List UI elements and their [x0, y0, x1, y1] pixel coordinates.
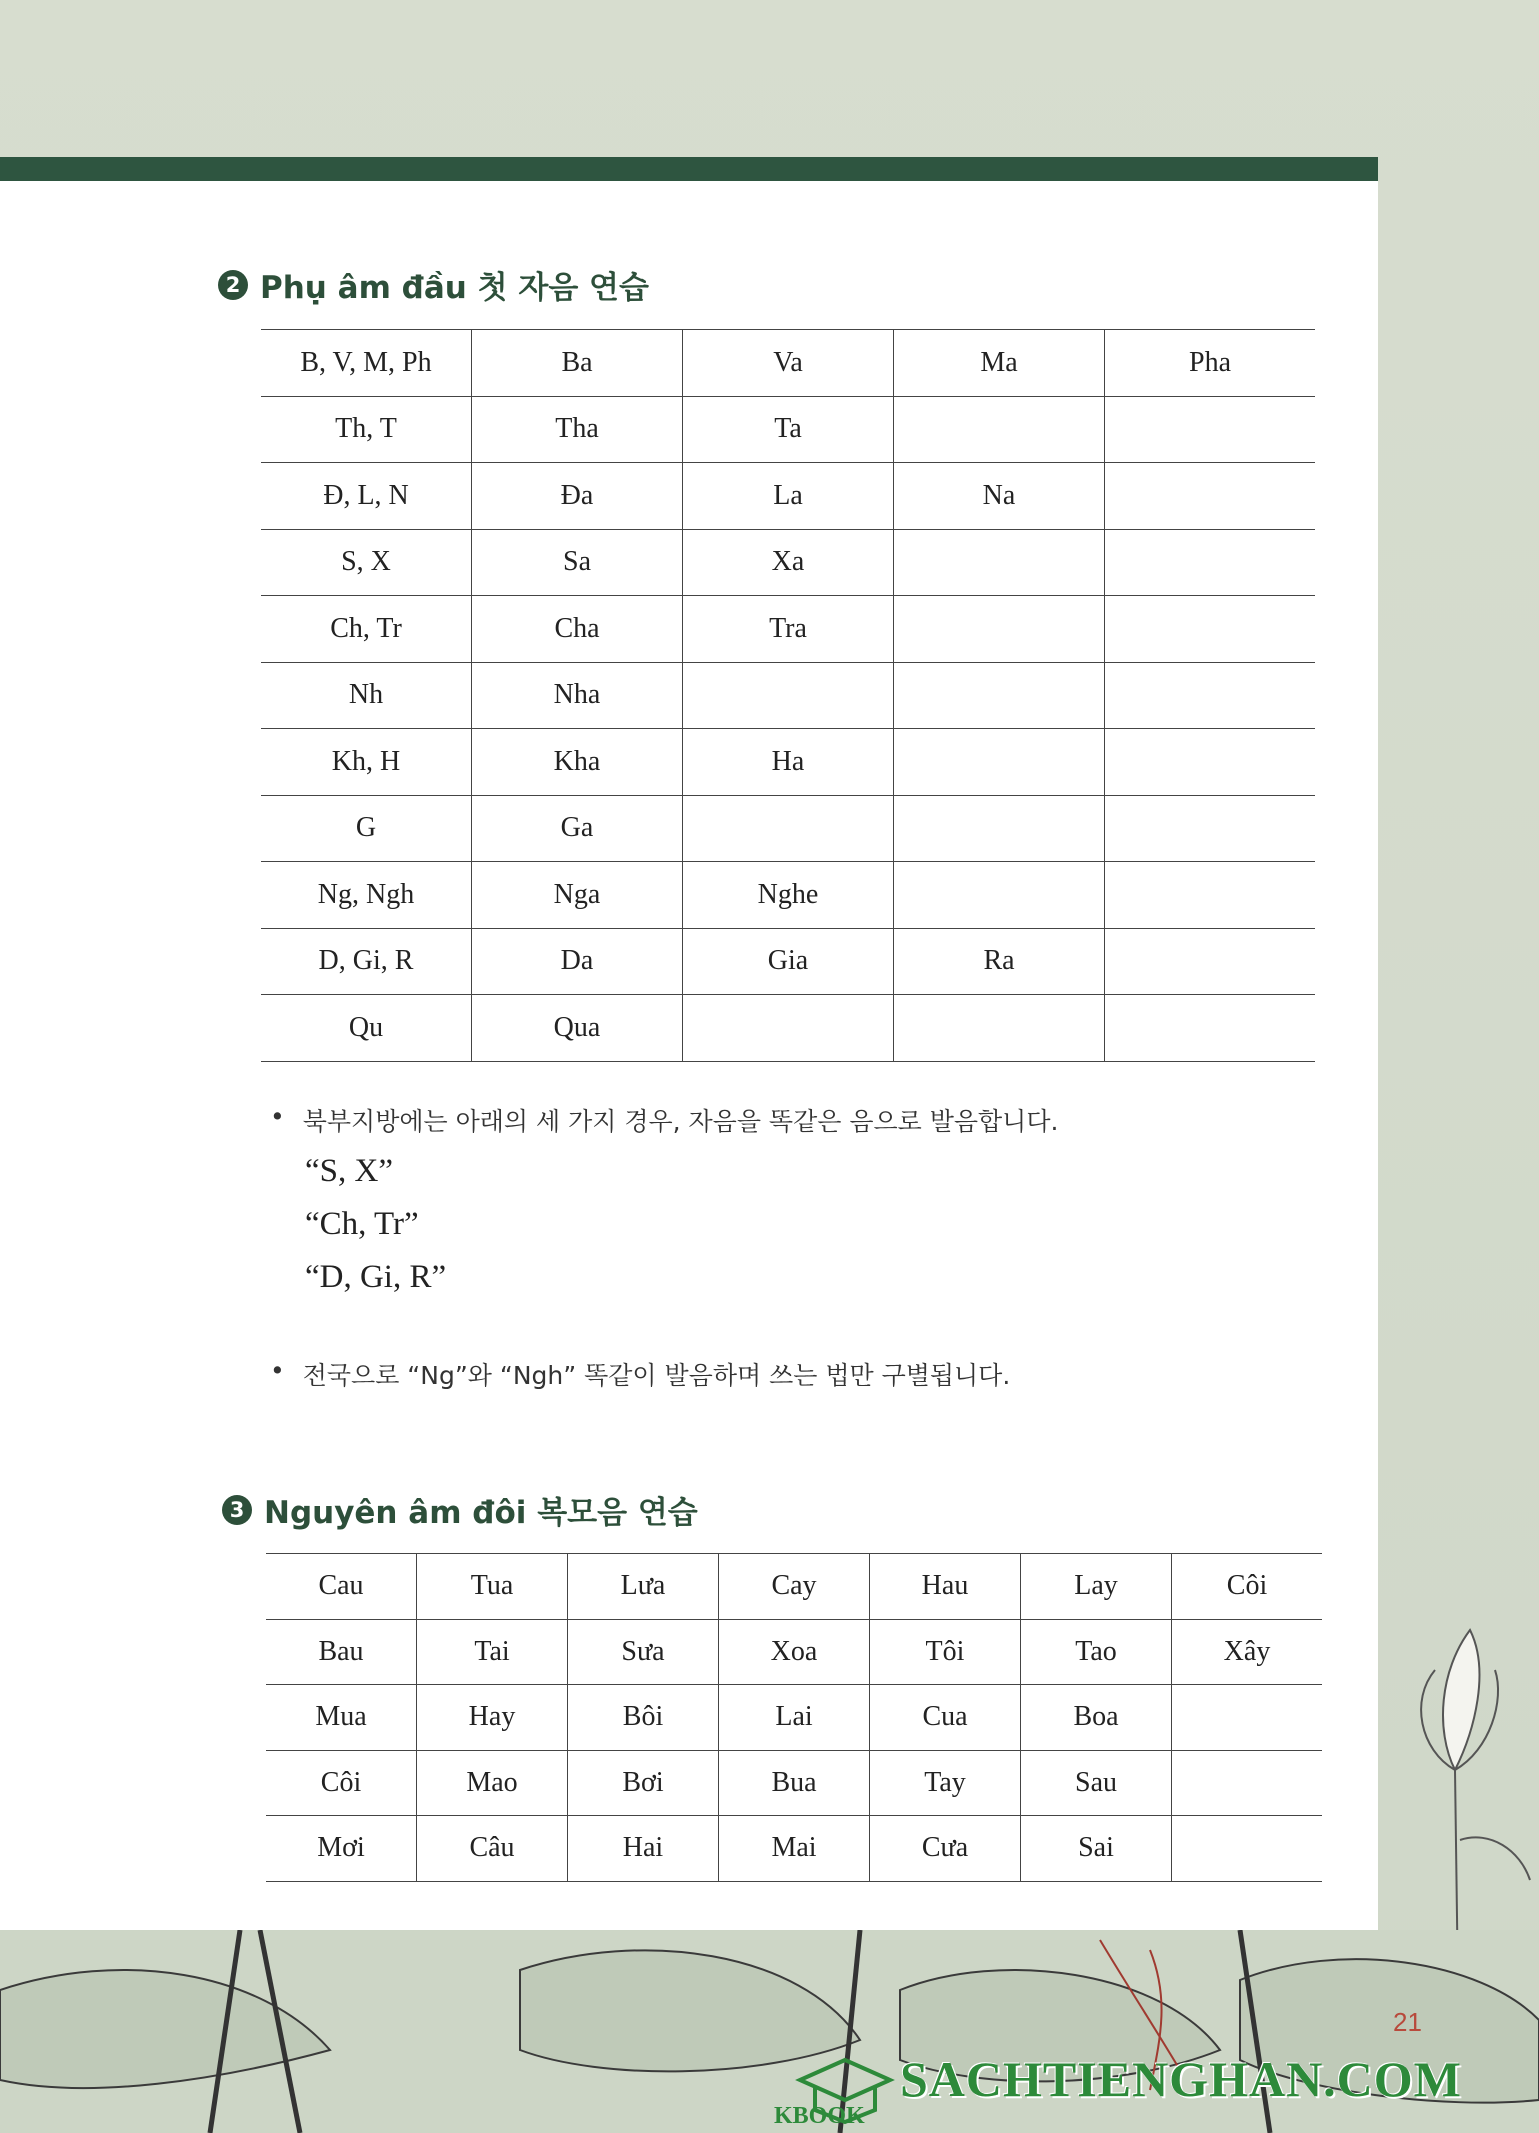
table-cell: Sa: [472, 529, 683, 596]
table-cell: [1172, 1750, 1323, 1816]
kbook-logo-text: KBOOK: [774, 2103, 865, 2129]
table-cell: S, X: [261, 529, 472, 596]
table-cell: [894, 862, 1105, 929]
table-cell: [894, 396, 1105, 463]
bullet-mark: •: [270, 1356, 285, 1385]
table-cell: Ng, Ngh: [261, 862, 472, 929]
table-row: [261, 928, 1315, 995]
table-cell: Ha: [683, 729, 894, 796]
table-row: [261, 529, 1315, 596]
table-cell: D, Gi, R: [261, 928, 472, 995]
table-cell: Ga: [472, 795, 683, 862]
table-cell: La: [683, 463, 894, 530]
table-cell: Tai: [417, 1619, 568, 1685]
table-cell: [894, 995, 1105, 1062]
table-cell: Lay: [1021, 1554, 1172, 1620]
diphthong-practice-table: [266, 1553, 1322, 1882]
note-ng-ngh: [270, 1356, 1010, 1392]
table-row: [261, 662, 1315, 729]
table-cell: [683, 795, 894, 862]
table-cell: Nh: [261, 662, 472, 729]
table-cell: [1105, 396, 1316, 463]
quote-line: “S, X”: [305, 1153, 393, 1189]
table-cell: [894, 795, 1105, 862]
table-cell: Kha: [472, 729, 683, 796]
table-cell: Na: [894, 463, 1105, 530]
table-row: [261, 596, 1315, 663]
table-row: [261, 862, 1315, 929]
table-cell: Nha: [472, 662, 683, 729]
site-watermark: SACHTIENGHAN.COM: [900, 2051, 1462, 2107]
quote-line: “D, Gi, R”: [305, 1259, 447, 1295]
table-cell: Câu: [417, 1816, 568, 1882]
table-row: [266, 1685, 1322, 1751]
consonant-practice-table: [261, 329, 1315, 1062]
table-cell: Qu: [261, 995, 472, 1062]
table-cell: Tha: [472, 396, 683, 463]
table-row: [261, 330, 1315, 397]
section-3-number-badge: 3: [222, 1495, 252, 1525]
header-bar: [0, 157, 1378, 181]
table-cell: Côi: [1172, 1554, 1323, 1620]
table-cell: Nga: [472, 862, 683, 929]
table-cell: Cau: [266, 1554, 417, 1620]
table-cell: Cua: [870, 1685, 1021, 1751]
table-cell: Ma: [894, 330, 1105, 397]
table-cell: [1105, 928, 1316, 995]
table-cell: Lai: [719, 1685, 870, 1751]
table-cell: Tôi: [870, 1619, 1021, 1685]
table-row: [266, 1619, 1322, 1685]
table-cell: Mua: [266, 1685, 417, 1751]
bullet-mark: •: [270, 1102, 285, 1131]
table-cell: [894, 529, 1105, 596]
table-cell: [683, 662, 894, 729]
table-cell: Gia: [683, 928, 894, 995]
table-cell: Tua: [417, 1554, 568, 1620]
table-cell: Ta: [683, 396, 894, 463]
table-cell: Bau: [266, 1619, 417, 1685]
note-text: 전국으로 “Ng”와 “Ngh” 똑같이 발음하며 쓰는 법만 구별됩니다.: [302, 1361, 1011, 1390]
table-cell: Bơi: [568, 1750, 719, 1816]
table-cell: B, V, M, Ph: [261, 330, 472, 397]
table-row: [261, 396, 1315, 463]
table-cell: [1105, 529, 1316, 596]
table-cell: Ra: [894, 928, 1105, 995]
table-cell: [894, 596, 1105, 663]
table-cell: G: [261, 795, 472, 862]
table-cell: Cay: [719, 1554, 870, 1620]
table-cell: Lưa: [568, 1554, 719, 1620]
table-cell: Ch, Tr: [261, 596, 472, 663]
table-cell: Da: [472, 928, 683, 995]
table-cell: Cưa: [870, 1816, 1021, 1882]
table-cell: Đa: [472, 463, 683, 530]
section-3-title-text: Nguyên âm đôi 복모음 연습: [264, 1495, 698, 1531]
table-cell: Côi: [266, 1750, 417, 1816]
section-3-title: [222, 1487, 698, 1532]
table-cell: Va: [683, 330, 894, 397]
table-cell: Xây: [1172, 1619, 1323, 1685]
table-cell: Nghe: [683, 862, 894, 929]
table-cell: Kh, H: [261, 729, 472, 796]
table-cell: Boa: [1021, 1685, 1172, 1751]
table-cell: [894, 729, 1105, 796]
table-cell: [1105, 662, 1316, 729]
table-row: [261, 795, 1315, 862]
table-row: [261, 729, 1315, 796]
table-cell: Pha: [1105, 330, 1316, 397]
table-cell: [1105, 596, 1316, 663]
table-cell: Sai: [1021, 1816, 1172, 1882]
table-row: [266, 1750, 1322, 1816]
table-row: [261, 995, 1315, 1062]
page-number: 21: [1393, 2007, 1422, 2037]
table-row: [261, 463, 1315, 530]
table-cell: Qua: [472, 995, 683, 1062]
table-cell: Ba: [472, 330, 683, 397]
table-row: [266, 1554, 1322, 1620]
table-cell: Tao: [1021, 1619, 1172, 1685]
table-cell: [1105, 795, 1316, 862]
table-cell: Tay: [870, 1750, 1021, 1816]
note-text: 북부지방에는 아래의 세 가지 경우, 자음을 똑같은 음으로 발음합니다.: [302, 1107, 1059, 1136]
table-cell: Th, T: [261, 396, 472, 463]
table-cell: Xa: [683, 529, 894, 596]
table-cell: Sưa: [568, 1619, 719, 1685]
quote-line: “Ch, Tr”: [305, 1206, 419, 1242]
table-cell: [1105, 995, 1316, 1062]
table-cell: Đ, L, N: [261, 463, 472, 530]
table-cell: [683, 995, 894, 1062]
section-2-title-text: Phụ âm đầu 첫 자음 연습: [260, 270, 649, 306]
note-northern-pronunciation: [270, 1102, 1058, 1138]
table-cell: Xoa: [719, 1619, 870, 1685]
table-cell: Mơi: [266, 1816, 417, 1882]
table-row: [266, 1816, 1322, 1882]
table-cell: Hau: [870, 1554, 1021, 1620]
table-cell: Tra: [683, 596, 894, 663]
table-cell: Bua: [719, 1750, 870, 1816]
table-cell: [894, 662, 1105, 729]
table-cell: [1172, 1816, 1323, 1882]
table-cell: [1105, 463, 1316, 530]
table-cell: Hai: [568, 1816, 719, 1882]
table-cell: Cha: [472, 596, 683, 663]
table-cell: Hay: [417, 1685, 568, 1751]
table-cell: Mao: [417, 1750, 568, 1816]
table-cell: Sau: [1021, 1750, 1172, 1816]
table-cell: [1105, 729, 1316, 796]
table-cell: Mai: [719, 1816, 870, 1882]
table-cell: Bôi: [568, 1685, 719, 1751]
table-cell: [1172, 1685, 1323, 1751]
section-2-title: [218, 262, 649, 307]
table-cell: [1105, 862, 1316, 929]
section-2-number-badge: 2: [218, 270, 248, 300]
